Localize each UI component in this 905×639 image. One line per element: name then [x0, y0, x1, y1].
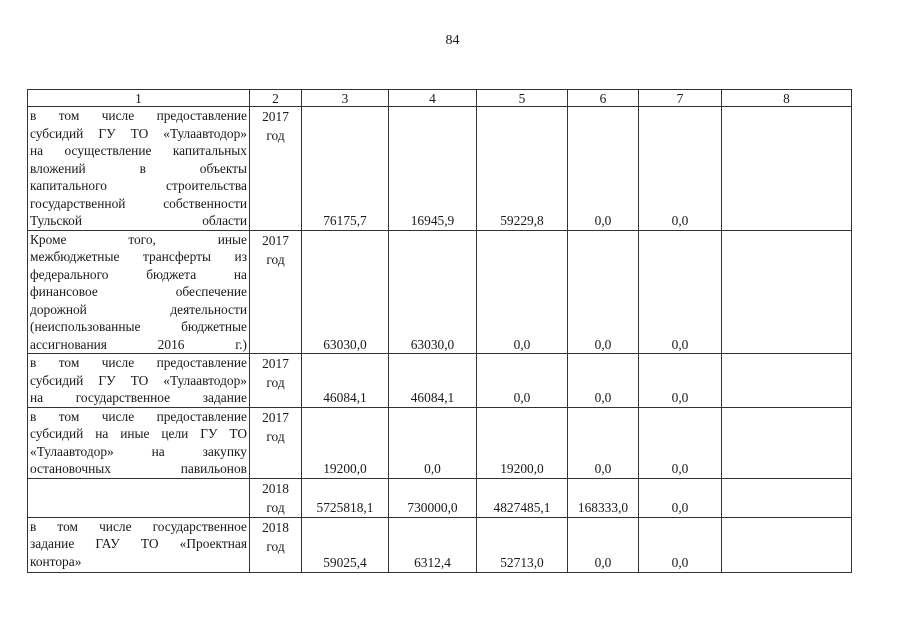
value-col-5: 19200,0 [477, 407, 568, 478]
description-line: межбюджетные трансферты из [30, 249, 247, 264]
value-col-7: 0,0 [639, 478, 722, 517]
value-col-7: 0,0 [639, 230, 722, 354]
row-year [250, 478, 302, 517]
year-line: 2017 [262, 409, 289, 425]
description-line: остановочных павильонов [30, 461, 247, 476]
value-col-7: 0,0 [639, 517, 722, 572]
description-line: государственной собственности [30, 195, 247, 211]
budget-table [27, 89, 852, 573]
description-line: задание ГАУ ТО «Проектная [30, 536, 247, 551]
table-header-row [28, 90, 852, 107]
row-year [250, 407, 302, 478]
description-line: федерального бюджета на [30, 266, 247, 282]
description-line: в том числе предоставление [30, 408, 247, 424]
description-line: на государственное задание [30, 390, 247, 405]
column-header-3: 3 [302, 90, 389, 107]
value-col-4: 0,0 [389, 407, 477, 478]
row-description [28, 230, 250, 354]
description-line: «Тулаавтодор» на закупку [30, 443, 247, 459]
value-col-8 [722, 407, 852, 478]
value-col-8 [722, 230, 852, 354]
value-col-6: 0,0 [568, 354, 639, 408]
year-line: год [266, 499, 285, 515]
value-col-6: 0,0 [568, 230, 639, 354]
value-col-4: 16945,9 [389, 107, 477, 231]
value-col-5: 0,0 [477, 354, 568, 408]
description-line: субсидий ГУ ТО «Тулаавтодор» [30, 125, 247, 141]
table-row [28, 478, 852, 517]
row-year [250, 107, 302, 231]
column-header-2: 2 [250, 90, 302, 107]
value-col-4: 730000,0 [389, 478, 477, 517]
row-year [250, 354, 302, 408]
value-col-3: 46084,1 [302, 354, 389, 408]
value-col-3: 59025,4 [302, 517, 389, 572]
value-col-4: 46084,1 [389, 354, 477, 408]
value-col-4: 63030,0 [389, 230, 477, 354]
year-line: год [266, 538, 285, 554]
year-line: год [266, 128, 285, 143]
row-description [28, 517, 250, 572]
column-header-7: 7 [639, 90, 722, 107]
description-line: ассигнования 2016 г.) [30, 336, 247, 352]
column-header-8: 8 [722, 90, 852, 107]
value-col-8 [722, 354, 852, 408]
value-col-5: 0,0 [477, 230, 568, 354]
table-row [28, 354, 852, 408]
description-line: в том числе предоставление [30, 108, 247, 123]
row-year [250, 230, 302, 354]
value-col-5: 52713,0 [477, 517, 568, 572]
column-header-6: 6 [568, 90, 639, 107]
value-col-5: 4827485,1 [477, 478, 568, 517]
year-line: год [266, 251, 285, 267]
year-line: 2018 [262, 480, 289, 496]
description-line: контора» [30, 553, 82, 569]
page-number: 84 [445, 33, 460, 48]
value-col-7: 0,0 [639, 354, 722, 408]
column-header-5: 5 [477, 90, 568, 107]
value-col-6: 168333,0 [568, 478, 639, 517]
value-col-5: 59229,8 [477, 107, 568, 231]
value-col-7: 0,0 [639, 407, 722, 478]
year-line: 2017 [262, 109, 289, 124]
row-description [28, 107, 250, 231]
row-description [28, 354, 250, 408]
description-line: (неиспользованные бюджетные [30, 319, 247, 334]
table-row [28, 107, 852, 231]
column-header-1: 1 [28, 90, 250, 107]
value-col-6: 0,0 [568, 107, 639, 231]
value-col-4: 6312,4 [389, 517, 477, 572]
year-line: 2017 [262, 356, 289, 371]
table-row [28, 517, 852, 572]
value-col-8 [722, 478, 852, 517]
description-line: в том числе предоставление [30, 355, 247, 370]
table-row [28, 407, 852, 478]
description-line: на осуществление капитальных [30, 143, 247, 158]
row-description [28, 478, 250, 517]
description-line: субсидий ГУ ТО «Тулаавтодор» [30, 372, 247, 388]
description-line: в том числе государственное [30, 518, 247, 534]
row-year [250, 517, 302, 572]
year-line: 2017 [262, 232, 289, 248]
description-line: субсидий на иные цели ГУ ТО [30, 426, 247, 441]
description-line: вложений в объекты [30, 160, 247, 176]
value-col-8 [722, 107, 852, 231]
value-col-3: 19200,0 [302, 407, 389, 478]
value-col-7: 0,0 [639, 107, 722, 231]
description-line: финансовое обеспечение [30, 284, 247, 299]
description-line: дорожной деятельности [30, 301, 247, 317]
value-col-8 [722, 517, 852, 572]
row-description [28, 407, 250, 478]
value-col-3: 5725818,1 [302, 478, 389, 517]
column-header-4: 4 [389, 90, 477, 107]
year-line: год [266, 375, 285, 390]
description-line: Тульской области [30, 213, 247, 228]
value-col-3: 63030,0 [302, 230, 389, 354]
value-col-3: 76175,7 [302, 107, 389, 231]
value-col-6: 0,0 [568, 407, 639, 478]
year-line: год [266, 428, 285, 444]
value-col-6: 0,0 [568, 517, 639, 572]
year-line: 2018 [262, 519, 289, 535]
description-line: капитального строительства [30, 178, 247, 193]
table-row [28, 230, 852, 354]
description-line: Кроме того, иные [30, 231, 247, 247]
